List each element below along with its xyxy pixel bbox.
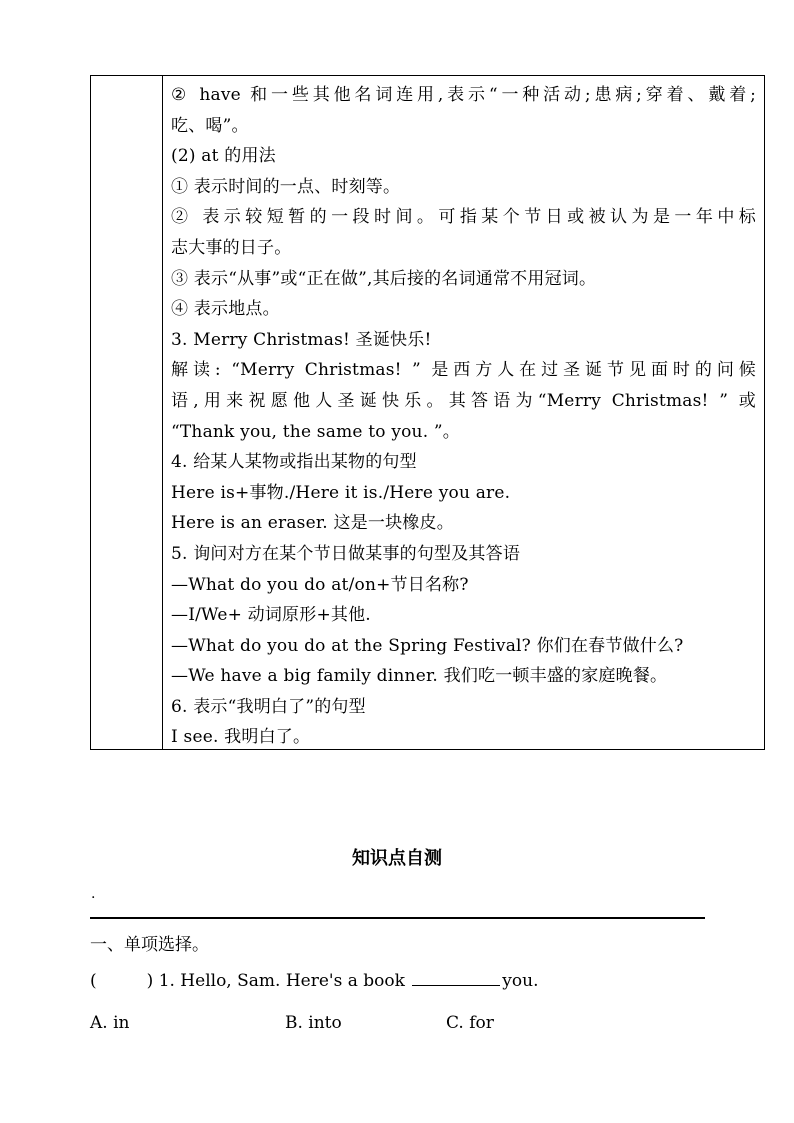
note-line: 语,用来祝愿他人圣诞快乐。其答语为“Merry Christmas! ” 或	[171, 390, 756, 411]
note-line: Here is+事物./Here it is./Here you are.	[171, 482, 511, 503]
note-line: —What do you do at/on+节日名称?	[171, 574, 469, 595]
horizontal-rule	[90, 917, 705, 919]
note-line: —I/We+ 动词原形+其他.	[171, 605, 371, 626]
question-1	[90, 971, 539, 991]
note-line: “Thank you, the same to you. ”。	[171, 421, 461, 442]
note-line: 解读: “Merry Christmas! ” 是西方人在过圣诞节见面时的问候	[171, 360, 756, 381]
section-heading: 一、单项选择。	[90, 935, 209, 955]
note-line: 志大事的日子。	[171, 237, 292, 258]
fill-blank[interactable]	[412, 971, 500, 986]
note-line: 5. 询问对方在某个节日做某事的句型及其答语	[171, 543, 521, 564]
note-line: Here is an eraser. 这是一块橡皮。	[171, 513, 454, 534]
note-line: —What do you do at the Spring Festival? 你们在春节做什么?	[171, 635, 684, 656]
note-line: 吃、喝”。	[171, 115, 249, 136]
question-text-end: you.	[502, 971, 539, 991]
table-column-divider	[162, 76, 163, 749]
note-line: ② 表示较短暂的一段时间。可指某个节日或被认为是一年中标	[171, 207, 756, 228]
note-line: ① 表示时间的一点、时刻等。	[171, 176, 401, 197]
option-c[interactable]: C. for	[446, 1013, 494, 1033]
stray-dot: .	[91, 886, 96, 902]
note-line: —We have a big family dinner. 我们吃一顿丰盛的家庭晚餐。	[171, 666, 668, 687]
note-line: I see. 我明白了。	[171, 727, 311, 748]
note-line: ④ 表示地点。	[171, 299, 280, 320]
note-line: (2) at 的用法	[171, 146, 276, 167]
question-text: 1. Hello, Sam. Here's a book	[158, 971, 405, 991]
notes-content	[171, 80, 756, 753]
note-line: 4. 给某人某物或指出某物的句型	[171, 452, 417, 473]
note-line: 6. 表示“我明白了”的句型	[171, 696, 366, 717]
option-b[interactable]: B. into	[285, 1013, 342, 1033]
answer-paren-close: )	[146, 971, 154, 991]
note-line: 3. Merry Christmas! 圣诞快乐!	[171, 329, 432, 350]
option-a[interactable]: A. in	[90, 1013, 130, 1033]
notes-table	[90, 75, 765, 750]
note-line: ③ 表示“从事”或“正在做”,其后接的名词通常不用冠词。	[171, 268, 597, 289]
answer-paren-open: (	[90, 971, 97, 991]
note-line: ② have 和一些其他名词连用,表示“一种活动;患病;穿着、戴着;	[171, 85, 756, 105]
quiz-title: 知识点自测	[352, 848, 442, 869]
